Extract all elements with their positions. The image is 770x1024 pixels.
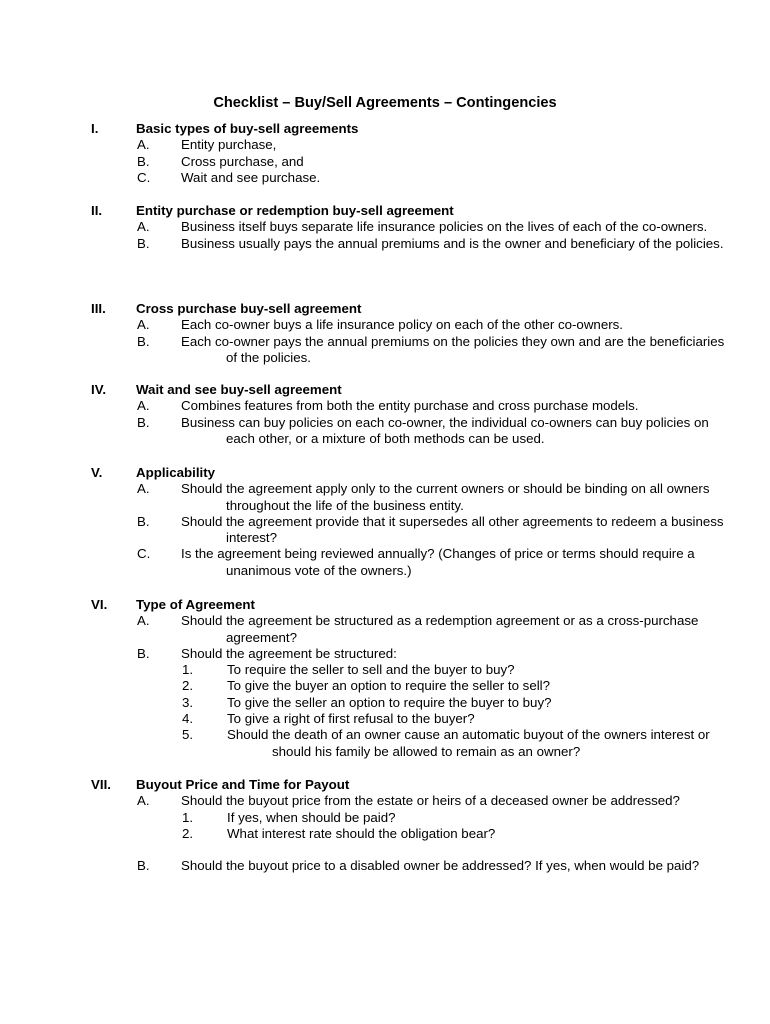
list-item xyxy=(0,154,770,170)
section-title: Wait and see buy-sell agreement xyxy=(136,382,342,397)
section-6 xyxy=(0,597,770,760)
section-heading xyxy=(0,203,770,219)
item-number: B. xyxy=(137,513,150,529)
sub-item-number: 2. xyxy=(182,678,194,694)
sub-list-item xyxy=(0,711,770,727)
item-text: Wait and see purchase. xyxy=(181,169,321,185)
sub-item-text: To give the seller an option to require the buyer to buy? xyxy=(227,694,552,710)
list-item xyxy=(0,858,770,874)
item-number: B. xyxy=(137,235,150,251)
section-title: Applicability xyxy=(136,465,216,480)
item-text: Each co-owner buys a life insurance policy on each of the other co-owners. xyxy=(181,317,623,333)
sub-item-text: To give a right of first refusal to the buyer? xyxy=(227,711,475,727)
item-number: C. xyxy=(137,546,151,562)
section-heading xyxy=(0,382,770,398)
item-text: Should the buyout price to a disabled owner be addressed? If yes, when would be paid? xyxy=(181,858,700,874)
sub-list-item xyxy=(0,695,770,711)
item-number: A. xyxy=(137,481,150,497)
section-number: VII. xyxy=(91,777,111,792)
sub-item-number: 2. xyxy=(182,825,194,841)
section-title: Cross purchase buy-sell agreement xyxy=(136,301,362,316)
section-heading xyxy=(0,301,770,317)
section-number: VI. xyxy=(91,597,108,612)
sub-item-text: If yes, when should be paid? xyxy=(227,809,396,825)
item-text: Should the agreement be structured: xyxy=(181,645,397,661)
sub-item-number: 5. xyxy=(182,727,194,743)
item-text: Cross purchase, and xyxy=(181,153,304,169)
section-heading xyxy=(0,777,770,793)
item-text: Each co-owner pays the annual premiums on the policies they own and are the beneficiaries of the policies. xyxy=(181,333,725,365)
section-title: Basic types of buy-sell agreements xyxy=(136,121,359,136)
list-item xyxy=(0,219,770,235)
item-text: Should the buyout price from the estate or heirs of a deceased owner be addressed? xyxy=(181,793,680,809)
item-number: A. xyxy=(137,398,150,414)
sub-item-number: 3. xyxy=(182,694,194,710)
section-4 xyxy=(0,382,770,447)
sub-list-item xyxy=(0,678,770,694)
item-text: Business itself buys separate life insurance policies on the lives of each of the co-owners. xyxy=(181,219,708,235)
sub-list-item xyxy=(0,727,770,760)
sub-item-number: 4. xyxy=(182,711,194,727)
item-number: B. xyxy=(137,333,150,349)
section-title: Entity purchase or redemption buy-sell agreement xyxy=(136,203,454,218)
list-item xyxy=(0,415,770,448)
section-heading xyxy=(0,121,770,137)
item-text: Should the agreement provide that it supersedes all other agreements to redeem a business interest? xyxy=(181,513,724,546)
item-number: B. xyxy=(137,153,150,169)
section-number: I. xyxy=(91,121,99,136)
section-number: II. xyxy=(91,203,103,218)
list-item xyxy=(0,514,770,547)
item-number: B. xyxy=(137,858,150,874)
spacer xyxy=(0,842,770,858)
item-number: C. xyxy=(137,169,151,185)
section-title: Buyout Price and Time for Payout xyxy=(136,777,350,792)
list-item xyxy=(0,236,770,252)
sub-item-number: 1. xyxy=(182,809,194,825)
list-item xyxy=(0,137,770,153)
section-heading xyxy=(0,465,770,481)
sub-item-text: What interest rate should the obligation bear? xyxy=(227,825,496,841)
item-text: Should the agreement apply only to the current owners or should be binding on all owners throughout the life of the business entity. xyxy=(181,481,710,513)
section-2 xyxy=(0,203,770,252)
item-text: Business usually pays the annual premiums and is the owner and beneficiary of the policies. xyxy=(181,235,724,251)
section-heading xyxy=(0,597,770,613)
section-7 xyxy=(0,777,770,875)
item-text: Should the agreement be structured as a redemption agreement or as a cross-purchase agreement? xyxy=(181,613,699,645)
item-text: Combines features from both the entity purchase and cross purchase models. xyxy=(181,398,639,414)
list-item xyxy=(0,170,770,186)
list-item xyxy=(0,398,770,414)
list-item xyxy=(0,334,770,367)
item-text: Is the agreement being reviewed annually? (Changes of price or terms should require a unanimous vote of the owners.) xyxy=(181,546,695,578)
sub-item-text: Should the death of an owner cause an automatic buyout of the owners interest or should his family be allowed to remain as an owner? xyxy=(227,727,710,759)
list-item xyxy=(0,481,770,514)
section-number: IV. xyxy=(91,382,107,397)
section-1 xyxy=(0,121,770,186)
item-number: A. xyxy=(137,613,150,629)
list-item xyxy=(0,317,770,333)
section-5 xyxy=(0,465,770,579)
item-text: Entity purchase, xyxy=(181,137,277,153)
list-item xyxy=(0,613,770,646)
sub-list-item xyxy=(0,826,770,842)
list-item xyxy=(0,546,770,579)
sub-item-number: 1. xyxy=(182,662,194,678)
sub-item-text: To give the buyer an option to require the seller to sell? xyxy=(227,678,551,694)
item-number: A. xyxy=(137,137,150,153)
sub-item-text: To require the seller to sell and the buyer to buy? xyxy=(227,662,515,678)
list-item xyxy=(0,793,770,809)
section-number: V. xyxy=(91,465,103,480)
item-number: A. xyxy=(137,317,150,333)
section-number: III. xyxy=(91,301,106,316)
item-number: A. xyxy=(137,793,150,809)
list-item xyxy=(0,646,770,662)
sub-list-item xyxy=(0,810,770,826)
item-number: B. xyxy=(137,414,150,430)
page-title: Checklist – Buy/Sell Agreements – Contingencies xyxy=(213,95,557,111)
item-number: A. xyxy=(137,219,150,235)
section-3 xyxy=(0,301,770,366)
sub-list-item xyxy=(0,662,770,678)
section-title: Type of Agreement xyxy=(136,597,255,612)
item-text: Business can buy policies on each co-owner, the individual co-owners can buy policies on each other, or a mixture of both methods can be used. xyxy=(181,414,709,446)
item-number: B. xyxy=(137,645,150,661)
